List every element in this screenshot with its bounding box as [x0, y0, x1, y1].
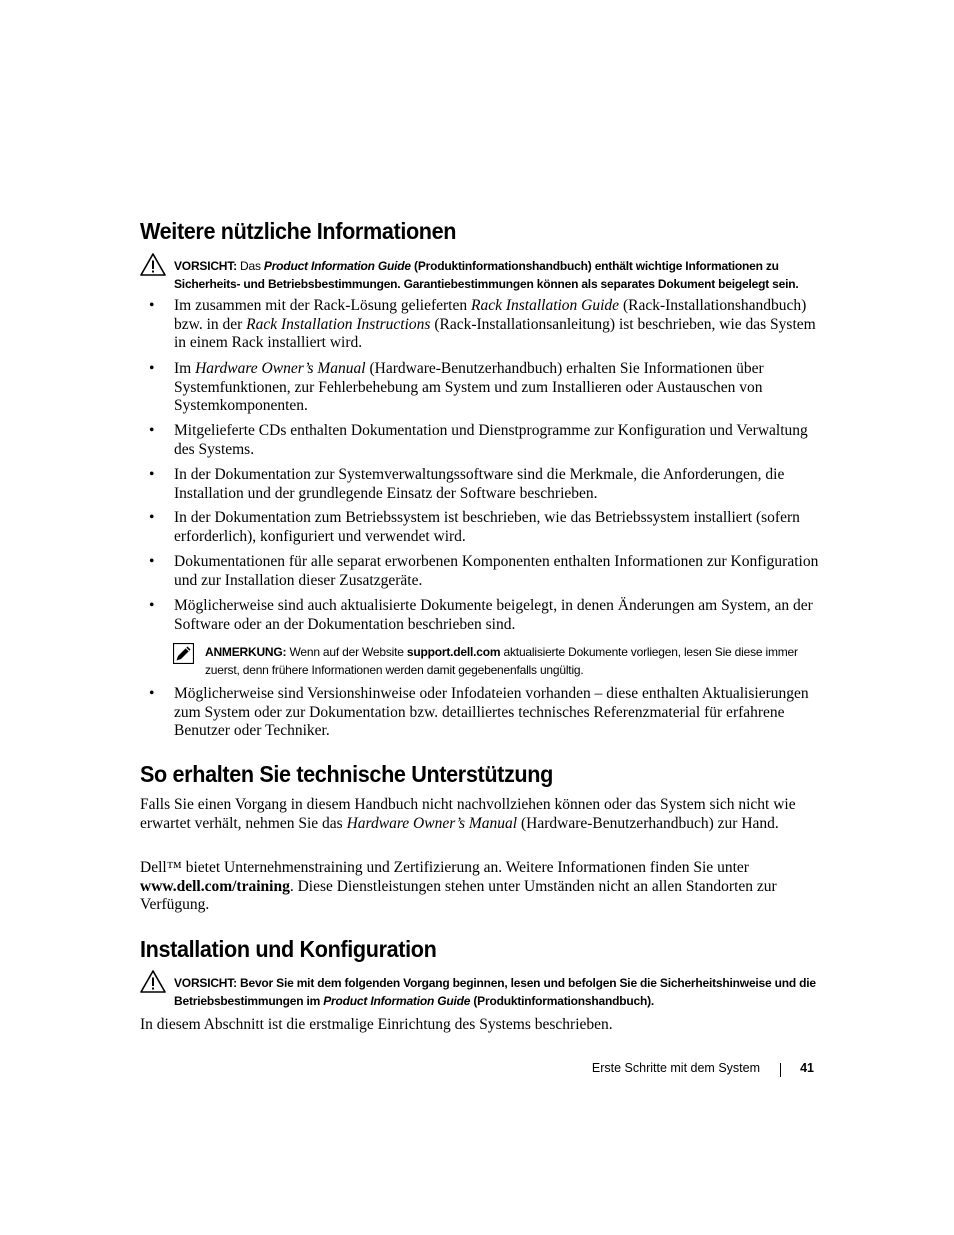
- list-item: • In der Dokumentation zum Betriebssystem ist beschrieben, wie das Betriebssystem installiert (sofern erforderlich), konfiguriert und verwendet wird.: [149, 509, 800, 545]
- list-item: • Möglicherweise sind Versionshinweise oder Infodateien vorhanden – diese enthalten Aktualisierungen zum System oder zur Dokumentation bzw. detailliertes technisches Referenzmaterial für erfahrene Benutzer oder Techniker.: [149, 685, 809, 740]
- paragraph: In diesem Abschnitt ist die erstmalige Einrichtung des Systems beschrieben.: [140, 1016, 613, 1033]
- info-list: [140, 553, 820, 590]
- section-heading: So erhalten Sie technische Unterstützung: [140, 761, 553, 787]
- paragraph: Dell™ bietet Unternehmenstraining und Zertifizierung an. Weitere Informationen finden Sie unter www.dell.com/training. Diese Dienstleistungen stehen unter Umständen nicht an allen Standorten zur Verfügung.: [140, 859, 777, 914]
- pencil-note-icon: [173, 643, 194, 664]
- info-list: [140, 685, 820, 741]
- caution-label: VORSICHT:: [174, 259, 237, 273]
- caution-notice: [174, 257, 834, 293]
- list-item: • Im Hardware Owner’s Manual (Hardware-Benutzerhandbuch) erhalten Sie Informationen über Systemfunktionen, zur Fehlerbehebung am System und zum Installieren oder Austauschen von Systemkomponenten.: [149, 360, 764, 415]
- info-list: [140, 466, 820, 503]
- info-list: [140, 597, 820, 634]
- info-list: [140, 360, 820, 416]
- caution-label: VORSICHT:: [174, 976, 237, 990]
- caution-doc-title: Product Information Guide: [263, 259, 411, 273]
- list-item: • Dokumentationen für alle separat erworbenen Komponenten enthalten Informationen zur Konfiguration und zur Installation dieser Zusatzgeräte.: [149, 553, 819, 589]
- list-item: • Mitgelieferte CDs enthalten Dokumentation und Dienstprogramme zur Konfiguration und Verwaltung des Systems.: [149, 422, 808, 458]
- section-heading: Weitere nützliche Informationen: [140, 218, 457, 244]
- list-item: • Möglicherweise sind auch aktualisierte Dokumente beigelegt, in denen Änderungen am System, an der Software oder an der Dokumentation beschrieben sind.: [149, 597, 813, 633]
- paragraph: Falls Sie einen Vorgang in diesem Handbuch nicht nachvollziehen können oder das System sich nicht wie erwartet verhält, nehmen Sie das Hardware Owner’s Manual (Hardware-Benutzerhandbuch) zur Hand.: [140, 796, 796, 832]
- page-footer: [540, 1061, 814, 1081]
- training-link[interactable]: www.dell.com/training: [140, 877, 290, 895]
- note-label: ANMERKUNG:: [205, 645, 287, 659]
- chapter-title: Erste Schritte mit dem System: [591, 1061, 760, 1075]
- page-number: 41: [800, 1061, 814, 1075]
- note-text: Wenn auf der Website: [289, 645, 404, 659]
- info-list: [140, 509, 820, 546]
- caution-notice: [174, 974, 834, 1010]
- footer-divider: [780, 1063, 781, 1077]
- note-text: aktualisierte Dokumente vorliegen, lesen Sie diese immer zuerst, denn frühere Informationen werden damit gegebenenfalls ungültig.: [205, 645, 798, 677]
- caution-text: Bevor Sie mit dem folgenden Vorgang beginnen, lesen und befolgen Sie die Sicherheitshinweise und die Betriebsbestimmungen im: [174, 976, 816, 1008]
- list-item: • In der Dokumentation zur Systemverwaltungssoftware sind die Merkmale, die Anforderungen, die Installation und der grundlegende Einsatz der Software beschrieben.: [149, 466, 785, 502]
- support-link[interactable]: support.dell.com: [406, 645, 501, 659]
- note-notice: [205, 643, 825, 679]
- info-list: [140, 297, 820, 353]
- caution-doc-title: Product Information Guide: [323, 994, 471, 1008]
- section-heading: Installation und Konfiguration: [140, 936, 437, 962]
- warning-triangle-icon: [140, 253, 166, 276]
- caution-text: (Produktinformationshandbuch) enthält wichtige Informationen zu Sicherheits- und Betriebsbestimmungen. Garantiebestimmungen können als separates Dokument beigelegt sein.: [174, 259, 799, 291]
- warning-triangle-icon: [140, 970, 166, 993]
- caution-text: (Produktinformationshandbuch).: [473, 994, 655, 1008]
- caution-text: Das: [240, 259, 261, 273]
- list-item: • Im zusammen mit der Rack-Lösung gelieferten Rack Installation Guide (Rack-Installationshandbuch) bzw. in der Rack Installation Instructions (Rack-Installationsanleitung) ist beschrieben, wie das System in einem Rack installiert wird.: [149, 297, 816, 352]
- info-list: [140, 422, 820, 459]
